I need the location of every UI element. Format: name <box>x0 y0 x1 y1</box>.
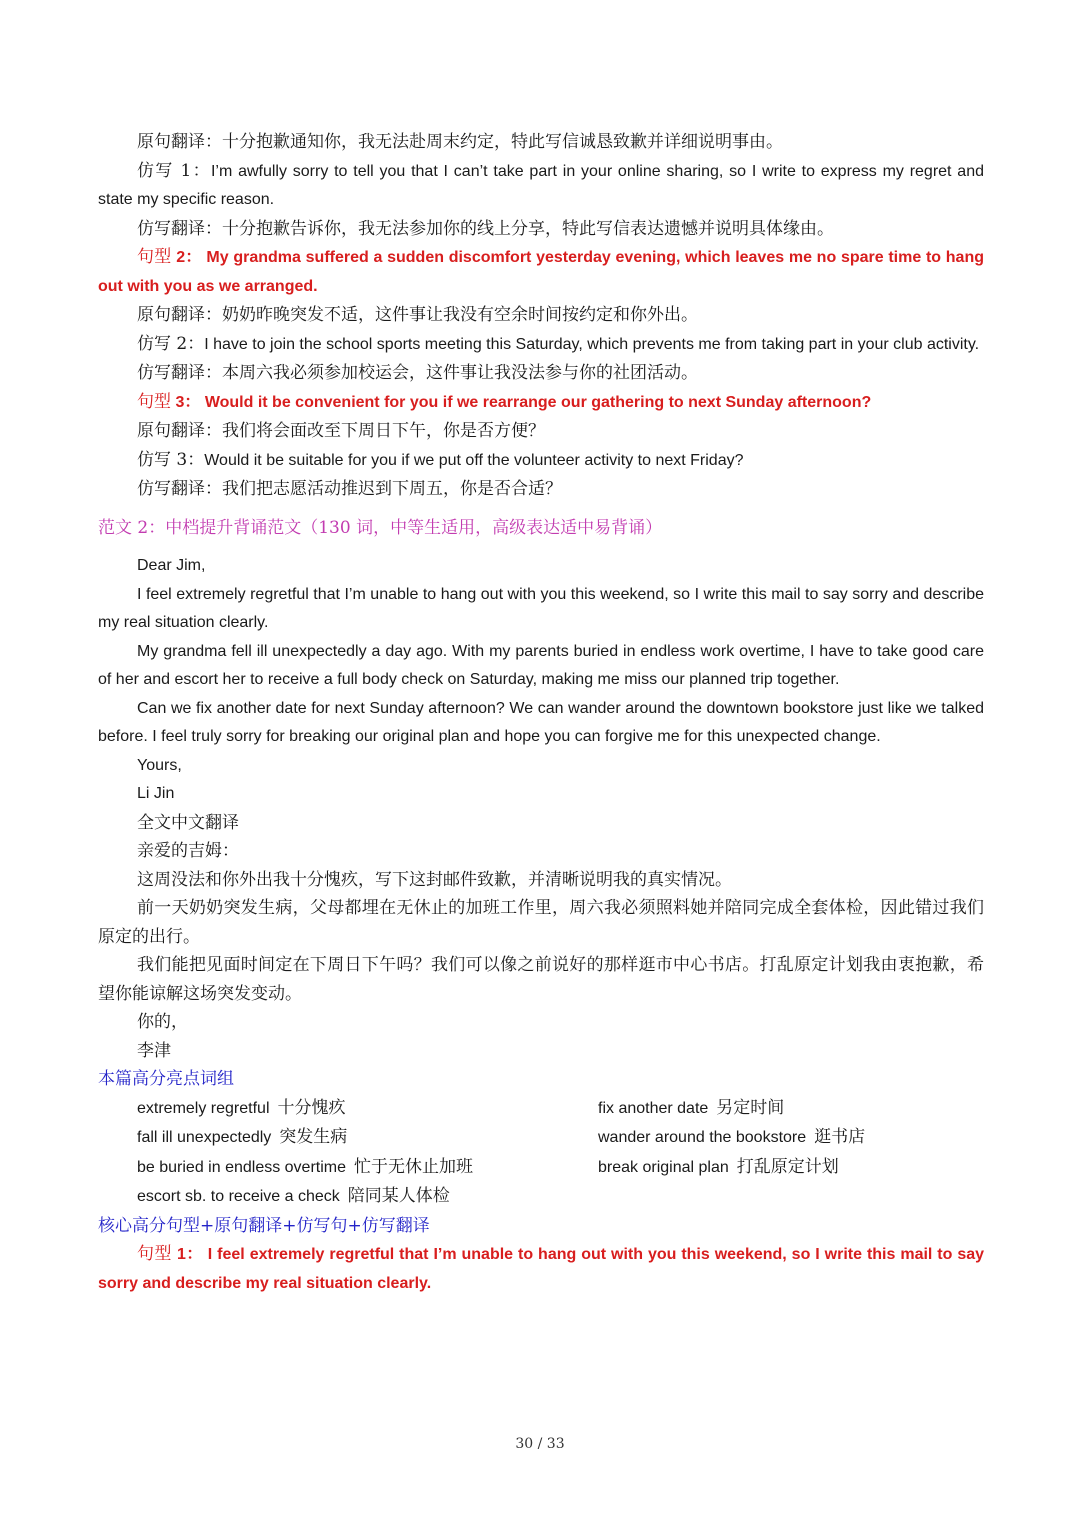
phrases-heading: 本篇高分亮点词组 <box>98 1069 234 1089</box>
original-translation-3: 原句翻译：我们将会面改至下周日下午，你是否方便？ <box>137 421 545 441</box>
imitation-2-label: 仿写 2： <box>137 333 205 354</box>
phrase-item <box>137 1182 598 1212</box>
phrase-zh: 打乱原定计划 <box>736 1156 839 1177</box>
pattern-3-label: 句型 <box>137 391 171 412</box>
letter-signature: Li Jin <box>137 785 175 802</box>
imitation-translation-2: 仿写翻译：本周六我必须参加校运会，这件事让我没法参与你的社团活动。 <box>137 363 698 383</box>
pattern-3-number: 3： <box>175 393 201 411</box>
phrase-en: fall ill unexpectedly <box>137 1129 272 1146</box>
imitation-3 <box>98 446 984 476</box>
pattern-2-number: 2： <box>176 249 202 266</box>
letter-closing: Yours, <box>137 756 182 774</box>
phrase-zh: 另定时间 <box>716 1097 785 1118</box>
imitation-2 <box>98 330 984 360</box>
document-page <box>98 128 984 1298</box>
phrase-item <box>137 1094 598 1124</box>
translation-paragraph-1: 这周没法和你外出我十分愧疚，写下这封邮件致歉，并清晰说明我的真实情况。 <box>137 869 732 890</box>
phrase-en: escort sb. to receive a check <box>137 1188 340 1205</box>
phrase-item <box>137 1153 598 1183</box>
letter-greeting: Dear Jim, <box>137 557 206 574</box>
page-number: 30 / 33 <box>515 1436 565 1452</box>
phrase-en: wander around the bookstore <box>598 1129 807 1146</box>
imitation-1-text: I’m awfully sorry to tell you that I can’t take part in your online sharing, so I write to express my regret and state my specific reason. <box>98 162 984 208</box>
phrase-en: extremely regretful <box>137 1099 270 1117</box>
imitation-1-label: 仿写 1： <box>137 160 211 181</box>
phrase-zh: 十分愧疚 <box>277 1097 346 1118</box>
imitation-translation-1: 仿写翻译：十分抱歉告诉你，我无法参加你的线上分享，特此写信表达遗憾并说明具体缘由。 <box>137 218 834 239</box>
phrase-en: fix another date <box>598 1099 709 1117</box>
core-pattern-1-label: 句型 <box>137 1244 172 1264</box>
phrase-item <box>598 1094 1023 1124</box>
letter-paragraph-3: Can we fix another date for next Sunday afternoon? We can wander around the downtown bookstore just like we talked before. I feel truly sorry for breaking our original plan and hope you can forgive me for this unexpected change. <box>98 699 984 745</box>
phrase-en: break original plan <box>598 1158 729 1176</box>
letter-paragraph-1: I feel extremely regretful that I’m unable to hang out with you this weekend, so I write this mail to say sorry and describe my real situation clearly. <box>98 585 984 631</box>
phrase-zh: 陪同某人体检 <box>347 1186 450 1206</box>
sample-2-heading: 范文 2：中档提升背诵范文（130 词，中等生适用，高级表达适中易背诵） <box>98 517 663 538</box>
original-translation-2: 原句翻译：奶奶昨晚突发不适，这件事让我没有空余时间按约定和你外出。 <box>137 305 698 325</box>
imitation-3-label: 仿写 3： <box>137 449 205 470</box>
original-translation-1: 原句翻译：十分抱歉通知你，我无法赴周末约定，特此写信诚恳致歉并详细说明事由。 <box>137 132 783 152</box>
pattern-3 <box>98 388 984 418</box>
imitation-2-text: I have to join the school sports meeting this Saturday, which prevents me from taking part in your club activity. <box>204 335 980 353</box>
pattern-2-text: My grandma suffered a sudden discomfort yesterday evening, which leaves me no spare time to hang out with you as we arranged. <box>98 249 984 295</box>
translation-greeting: 亲爱的吉姆： <box>137 841 239 861</box>
imitation-translation-3: 仿写翻译：我们把志愿活动推迟到下周五，你是否合适？ <box>137 479 562 499</box>
phrases-list <box>98 1094 984 1212</box>
imitation-3-text: Would it be suitable for you if we put off the volunteer activity to next Friday? <box>204 451 744 469</box>
phrase-item <box>598 1123 1023 1153</box>
letter-paragraph-2: My grandma fell ill unexpectedly a day ago. With my parents buried in endless work overtime, I have to take good care of her and escort her to receive a full body check on Saturday, making me miss our planned trip together. <box>98 642 984 688</box>
core-pattern-1 <box>98 1240 984 1298</box>
phrase-zh: 逛书店 <box>814 1127 866 1147</box>
imitation-1 <box>98 157 984 215</box>
core-pattern-1-number: 1： <box>176 1246 203 1263</box>
core-patterns-heading: 核心高分句型+原句翻译+仿写句+仿写翻译 <box>98 1215 430 1236</box>
translation-paragraph-3: 我们能把见面时间定在下周日下午吗？我们可以像之前说好的那样逛市中心书店。打乱原定计划我由衷抱歉，希望你能谅解这场突发变动。 <box>98 955 984 1004</box>
phrase-item <box>137 1123 598 1153</box>
translation-signature: 李津 <box>137 1040 171 1061</box>
core-pattern-1-text: I feel extremely regretful that I’m unable to hang out with you this weekend, so I write this mail to say sorry and describe my real situation clearly. <box>98 1246 985 1292</box>
phrase-zh: 忙于无休止加班 <box>354 1156 474 1177</box>
translation-closing: 你的， <box>137 1012 188 1032</box>
pattern-3-text: Would it be convenient for you if we rearrange our gathering to next Sunday afternoon? <box>204 393 872 411</box>
phrase-item <box>598 1153 1023 1183</box>
pattern-2-label: 句型 <box>137 247 172 267</box>
translation-paragraph-2: 前一天奶奶突发生病，父母都埋在无休止的加班工作里，周六我必须照料她并陪同完成全套体检，因此错过我们原定的出行。 <box>98 898 984 947</box>
pattern-2 <box>98 243 984 301</box>
phrase-en: be buried in endless overtime <box>137 1158 347 1176</box>
phrase-zh: 突发生病 <box>279 1127 348 1147</box>
translation-title: 全文中文翻译 <box>137 812 239 833</box>
